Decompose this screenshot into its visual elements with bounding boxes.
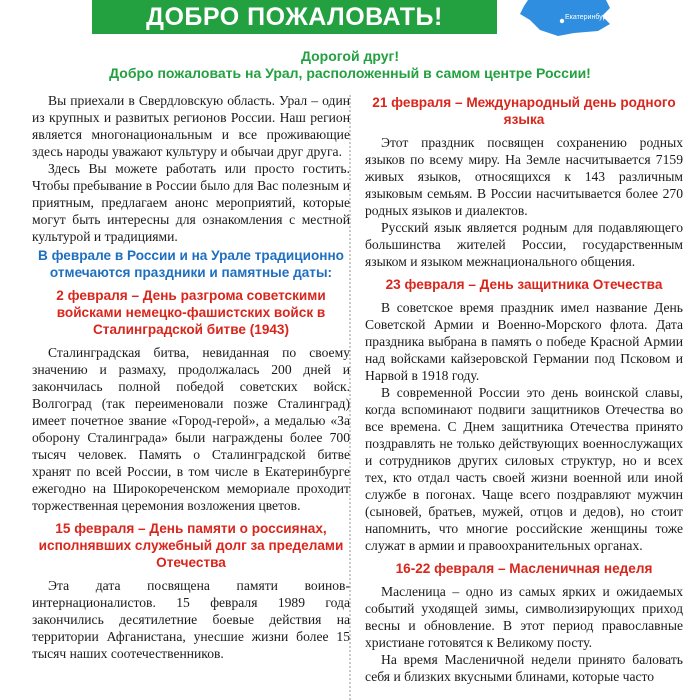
feb23-text-1: В советское время праздник имел название День Советской Армии и Военно-Морского флота. Дата праздника выбрана в память о победе Красной Армии над войсками кайзеровской Германии под Псковом и Нарвой в 1918 году. xyxy=(365,300,683,383)
welcome-title: ДОБРО ПОЖАЛОВАТЬ! xyxy=(146,2,443,31)
region-map-icon xyxy=(510,0,620,36)
feb23-heading: 23 февраля – День защитника Отечества xyxy=(385,277,663,292)
feb2-heading: 2 февраля – День разгрома советскими войсками немецко-фашистских войск в Сталинградской битве (1943) xyxy=(56,288,326,337)
feb15-heading: 15 февраля – День памяти о россиянах, исполнявших служебный долг за пределами Отечества xyxy=(38,521,344,570)
greeting-line-2: Добро пожаловать на Урал, расположенный в самом центре России! xyxy=(109,65,591,81)
map-city-label: Екатеринбург xyxy=(565,14,610,21)
intro-paragraph-2: Здесь Вы можете работать или просто гостить. Чтобы пребывание в России было для Вас полезным и приятным, предлагаем анонс мероприятий, которые могут быть интересны для ознакомления с местной культурой и традициями. xyxy=(32,161,350,244)
intro-paragraph-1: Вы приехали в Свердловскую область. Урал – один из крупных и развитых регионов России. Наш регион является многонациональным и все проживающие здесь народы уважают культуру и обычаи друг друга. xyxy=(32,93,350,159)
welcome-banner xyxy=(92,0,497,34)
city-marker-icon xyxy=(560,19,564,23)
feb2-text: Сталинградская битва, невиданная по своему значению и размаху, продолжалась 200 дней и закончилась полной победой советских войск. Волгоград (так переименовали позже Сталинград) имеет почетное звание «Город-герой», а медалью «За оборону Сталинграда» были награждены более 700 тысяч человек. Память о Сталинградской битве хранят по всей России, в том числе в Екатеринбурге ежегодно на Широкореченском мемориале проходит торжественная церемония возложения цветов. xyxy=(32,345,350,513)
maslenitsa-text-2: На время Масленичной недели принято баловать себя и близких вкусными блинами, которые часто xyxy=(365,652,683,684)
left-column xyxy=(32,92,350,662)
feb21-text-1: Этот праздник посвящен сохранению родных языков по всему миру. На Земле насчитывается 7159 живых языков, относящихся к 143 различным языковым семьям. В России насчитывается более 270 родных языков и диалектов. xyxy=(365,135,683,218)
section-heading: В феврале в России и на Урале традиционно отмечаются праздники и памятные даты: xyxy=(37,248,344,280)
maslenitsa-text-1: Масленица – одно из самых ярких и ожидаемых событий уходящей зимы, символизирующих приход весны и обновление. В этот период православные христиане готовятся к Великому посту. xyxy=(365,584,683,650)
feb23-text-2: В современной России это день воинской славы, когда вспоминают подвиги защитников Отечества во все времена. С Днем защитника Отечества принято поздравлять не только действующих военнослужащих и сотрудников других силовых структур, но и всех тех, кто отдал часть своей жизни военной или иной службе в погонах. Чаще всего поздравляют мужчин (сыновей, братьев, мужей, отцов и дедов), но стоит напомнить, что многие российские женщины тоже служат в армии и правоохранительных органах. xyxy=(365,385,683,553)
maslenitsa-heading: 16-22 февраля – Масленичная неделя xyxy=(395,561,653,576)
feb21-heading: 21 февраля – Международный день родного языка xyxy=(372,95,676,127)
greeting-line-1: Дорогой друг! xyxy=(300,48,400,64)
right-column xyxy=(365,92,683,685)
feb21-text-2: Русский язык является родным для подавляющего большинства жителей России, государственным языком и языком межнационального общения. xyxy=(365,220,683,269)
feb15-text: Эта дата посвящена памяти воинов-интернационалистов. 15 февраля 1989 года закончились десятилетние боевые действия на территории Афганистана, унесшие жизни более 15 тысяч наших соотечественников. xyxy=(32,578,350,661)
